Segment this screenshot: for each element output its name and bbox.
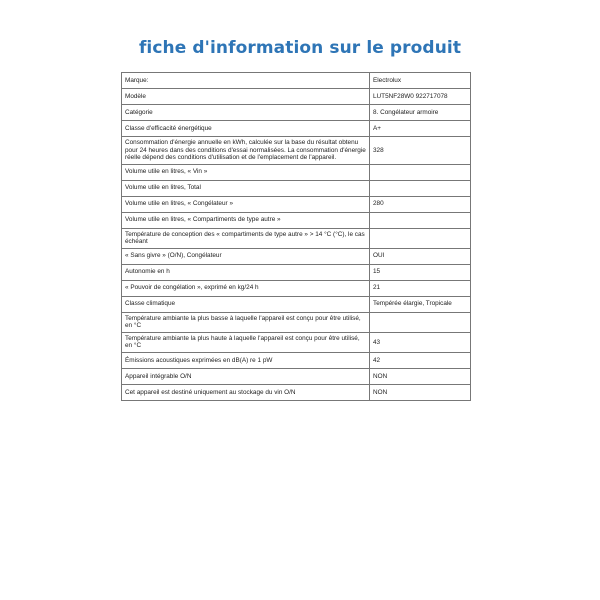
- row-value: NON: [370, 384, 471, 400]
- table-row: [122, 164, 471, 180]
- row-value: NON: [370, 368, 471, 384]
- row-value: 15: [370, 264, 471, 280]
- table-row: [122, 73, 471, 89]
- table-row: [122, 196, 471, 212]
- row-label: Température ambiante la plus basse à laquelle l'appareil est conçu pour être utilisé, en °C: [122, 312, 370, 332]
- table-row: [122, 296, 471, 312]
- row-label: Classe d'efficacité énergétique: [122, 121, 370, 137]
- table-row: [122, 264, 471, 280]
- row-label: Catégorie: [122, 105, 370, 121]
- row-label: Volume utile en litres, « Vin »: [122, 164, 370, 180]
- product-info-table-body: [122, 73, 471, 401]
- row-label: « Sans givre » (O/N), Congélateur: [122, 248, 370, 264]
- table-row: [122, 89, 471, 105]
- row-label: Température ambiante la plus haute à laquelle l'appareil est conçu pour être utilisé, en °C: [122, 332, 370, 352]
- row-value: A+: [370, 121, 471, 137]
- row-value: 328: [370, 137, 471, 165]
- row-value: 43: [370, 332, 471, 352]
- row-value: 280: [370, 196, 471, 212]
- table-row: [122, 368, 471, 384]
- row-label: Marque:: [122, 73, 370, 89]
- table-row: [122, 212, 471, 228]
- row-label: Émissions acoustiques exprimées en dB(A) re 1 pW: [122, 352, 370, 368]
- row-value: 21: [370, 280, 471, 296]
- table-row: [122, 332, 471, 352]
- row-label: Cet appareil est destiné uniquement au stockage du vin O/N: [122, 384, 370, 400]
- row-value: [370, 312, 471, 332]
- table-row: [122, 121, 471, 137]
- row-label: Appareil intégrable O/N: [122, 368, 370, 384]
- table-row: [122, 312, 471, 332]
- row-value: Electrolux: [370, 73, 471, 89]
- row-value: [370, 164, 471, 180]
- row-label: Volume utile en litres, « Compartiments de type autre »: [122, 212, 370, 228]
- row-value: 42: [370, 352, 471, 368]
- row-label: Consommation d'énergie annuelle en kWh, calculée sur la base du résultat obtenu pour 24 heures dans des conditions d'essai normalisées. La consommation d'énergie réelle dépend des conditions d'utilisation et de l'emplacement de l'appareil.: [122, 137, 370, 165]
- table-row: [122, 280, 471, 296]
- table-row: [122, 105, 471, 121]
- table-row: [122, 228, 471, 248]
- row-value: 8. Congélateur armoire: [370, 105, 471, 121]
- row-value: Tempérée élargie, Tropicale: [370, 296, 471, 312]
- table-row: [122, 248, 471, 264]
- table-row: [122, 384, 471, 400]
- row-label: « Pouvoir de congélation », exprimé en kg/24 h: [122, 280, 370, 296]
- row-value: [370, 228, 471, 248]
- table-row: [122, 180, 471, 196]
- row-value: LUT5NF28W0 922717078: [370, 89, 471, 105]
- row-label: Volume utile en litres, Total: [122, 180, 370, 196]
- row-value: OUI: [370, 248, 471, 264]
- table-row: [122, 352, 471, 368]
- row-value: [370, 180, 471, 196]
- row-label: Autonomie en h: [122, 264, 370, 280]
- row-label: Classe climatique: [122, 296, 370, 312]
- row-label: Température de conception des « compartiments de type autre » > 14 °C (°C), le cas échéant: [122, 228, 370, 248]
- page-title: fiche d'information sur le produit: [138, 38, 462, 58]
- row-label: Volume utile en litres, « Congélateur »: [122, 196, 370, 212]
- row-label: Modèle: [122, 89, 370, 105]
- row-value: [370, 212, 471, 228]
- table-row: [122, 137, 471, 165]
- product-info-table: [121, 72, 471, 401]
